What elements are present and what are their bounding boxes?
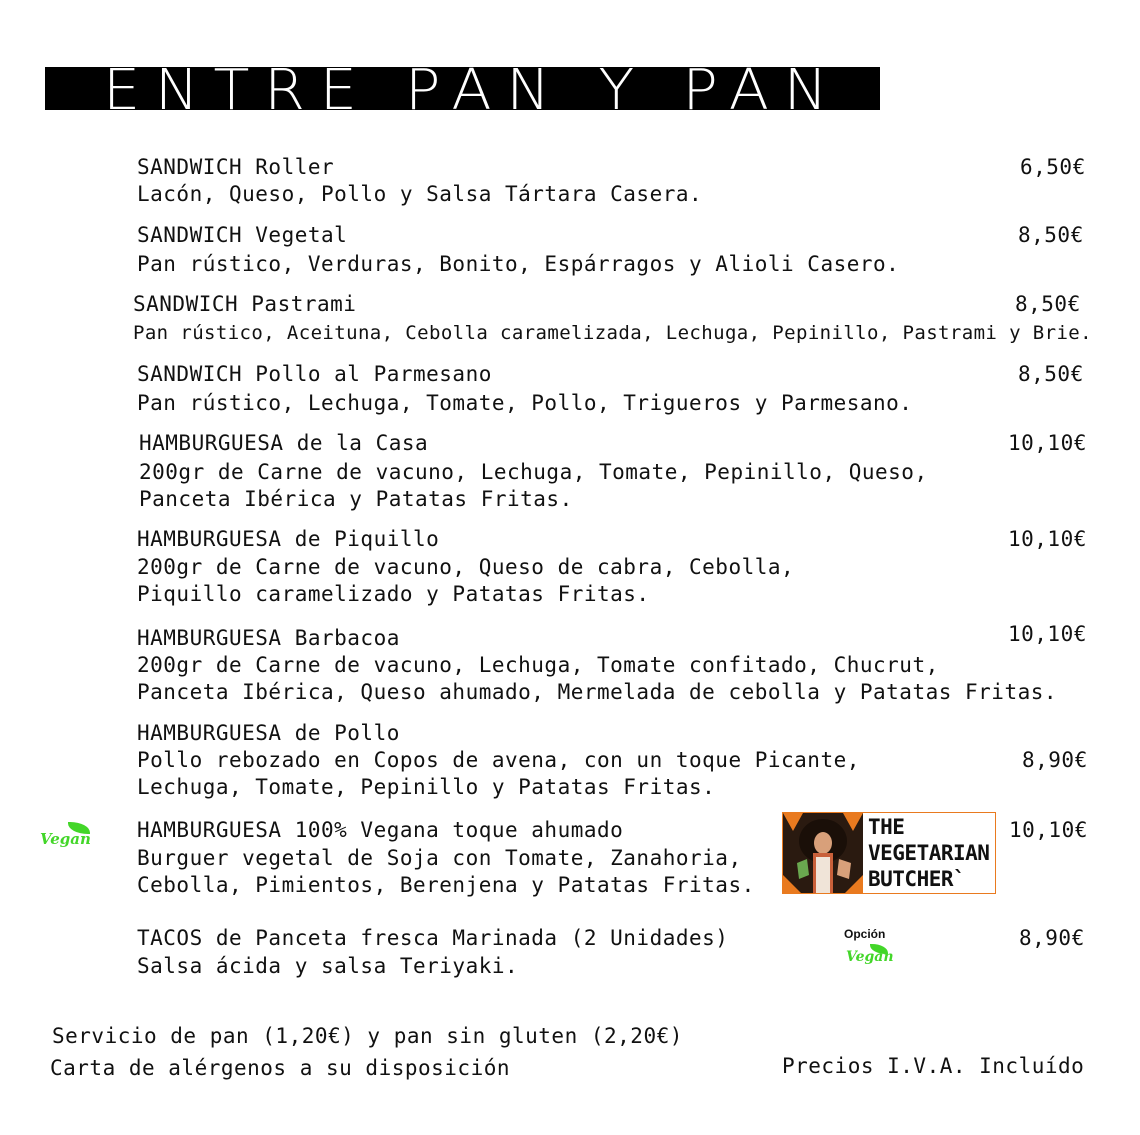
item-name: HAMBURGUESA de Piquillo (137, 527, 440, 551)
item-name: HAMBURGUESA de Pollo (137, 721, 400, 745)
item-price: 8,50€ (1018, 223, 1084, 247)
item-description: 200gr de Carne de vacuno, Queso de cabra, Cebolla, (137, 555, 795, 579)
vat-note: Precios I.V.A. Incluído (782, 1054, 1085, 1078)
logo-illustration (783, 813, 863, 893)
item-description: Lacón, Queso, Pollo y Salsa Tártara Casera. (137, 182, 703, 206)
item-description: Panceta Ibérica y Patatas Fritas. (139, 487, 573, 511)
option-label: Opción (844, 927, 886, 941)
logo-line: THE (868, 815, 905, 839)
menu-item-sandwich-roller (137, 154, 1097, 208)
item-name: TACOS de Panceta fresca Marinada (2 Unidades) (137, 926, 729, 950)
menu-item-hamburguesa-casa (139, 430, 1099, 513)
woman-illustration-icon (783, 813, 863, 893)
item-price: 10,10€ (1008, 622, 1087, 646)
logo-line: VEGETARIAN (868, 841, 990, 865)
item-price: 8,50€ (1015, 292, 1081, 316)
allergens-note: Carta de alérgenos a su disposición (50, 1056, 511, 1080)
item-description: Panceta Ibérica, Queso ahumado, Mermelada de cebolla y Patatas Fritas. (137, 680, 1058, 704)
vegan-label: Vegan (40, 830, 91, 848)
item-name: SANDWICH Roller (137, 155, 335, 179)
item-description: 200gr de Carne de vacuno, Lechuga, Tomate, Pepinillo, Queso, (139, 460, 928, 484)
vegan-label: Vegan (846, 949, 894, 965)
item-description: Burguer vegetal de Soja con Tomate, Zanahoria, (137, 846, 742, 870)
option-vegan-badge (842, 927, 902, 971)
page-title: ENTRE PAN Y PAN (103, 67, 843, 110)
item-price: 10,10€ (1008, 527, 1087, 551)
item-name: SANDWICH Pollo al Parmesano (137, 362, 492, 386)
item-description: Pan rústico, Lechuga, Tomate, Pollo, Trigueros y Parmesano. (137, 391, 913, 415)
item-name: SANDWICH Pastrami (133, 292, 357, 316)
item-name: SANDWICH Vegetal (137, 223, 348, 247)
menu-item-sandwich-vegetal (137, 222, 1097, 278)
item-price: 10,10€ (1008, 431, 1087, 455)
title-bar (45, 67, 880, 110)
item-price: 6,50€ (1020, 155, 1086, 179)
item-description: Salsa ácida y salsa Teriyaki. (137, 954, 519, 978)
menu-item-tacos (137, 925, 1097, 980)
menu-item-hamburguesa-pollo (137, 720, 1097, 801)
item-description: Pan rústico, Verduras, Bonito, Espárragos y Alioli Casero. (137, 252, 900, 276)
logo-line (868, 866, 989, 892)
item-name: HAMBURGUESA 100% Vegana toque ahumado (137, 818, 624, 842)
logo-wordmark (868, 814, 989, 892)
item-price: 8,50€ (1018, 362, 1084, 386)
bread-service-note: Servicio de pan (1,20€) y pan sin gluten (2,20€) (52, 1024, 683, 1048)
item-description: 200gr de Carne de vacuno, Lechuga, Tomate confitado, Chucrut, (137, 653, 939, 677)
item-description: Pollo rebozado en Copos de avena, con un toque Picante, (137, 748, 860, 772)
menu-item-hamburguesa-piquillo (137, 526, 1097, 608)
logo-line-text: BUTCHER (868, 867, 954, 891)
item-price: 8,90€ (1022, 748, 1088, 772)
logo-mark: ` (953, 867, 966, 891)
item-price: 10,10€ (1009, 818, 1088, 842)
vegetarian-butcher-logo (782, 812, 996, 894)
item-description: Lechuga, Tomate, Pepinillo y Patatas Fritas. (137, 775, 716, 799)
item-price: 8,90€ (1019, 926, 1085, 950)
item-name: HAMBURGUESA de la Casa (139, 431, 429, 455)
item-description: Piquillo caramelizado y Patatas Fritas. (137, 582, 650, 606)
item-description: Pan rústico, Aceituna, Cebolla caramelizada, Lechuga, Pepinillo, Pastrami y Brie. (133, 322, 1092, 344)
item-name: HAMBURGUESA Barbacoa (137, 626, 400, 650)
item-description: Cebolla, Pimientos, Berenjena y Patatas Fritas. (137, 873, 755, 897)
menu-item-sandwich-pollo-parmesano (137, 361, 1097, 417)
menu-item-sandwich-pastrami (133, 291, 1093, 347)
vegan-badge (38, 820, 98, 852)
menu-item-hamburguesa-barbacoa (137, 622, 1097, 706)
